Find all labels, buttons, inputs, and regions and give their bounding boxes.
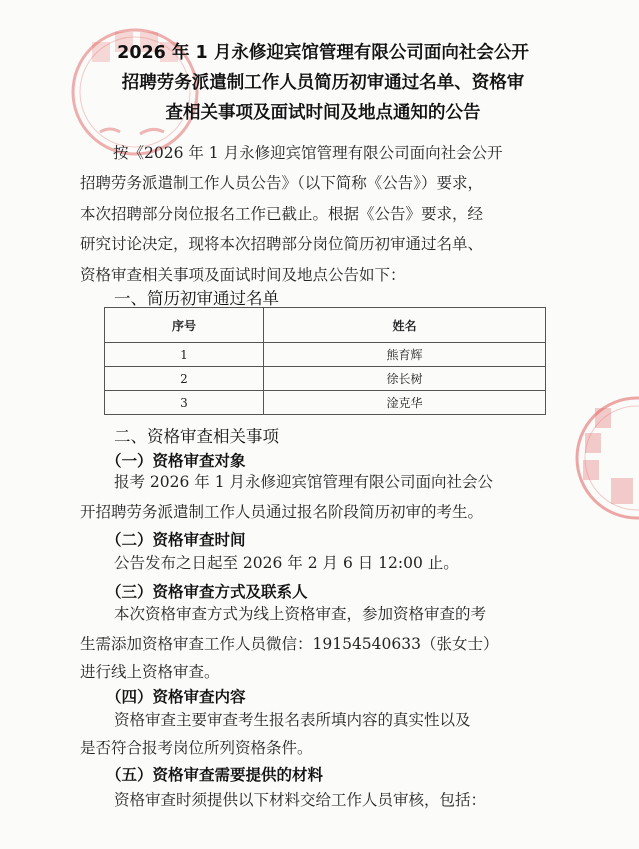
intro-line: 本次招聘部分岗位报名工作已截止。根据《公告》要求，经 xyxy=(80,205,484,223)
table-row xyxy=(105,391,546,415)
table-row xyxy=(105,343,546,367)
paragraph-line: 是否符合报考岗位所列资格条件。 xyxy=(80,739,313,757)
table-header-row xyxy=(105,308,546,343)
column-header: 序号 xyxy=(105,308,264,343)
section-heading: 一、简历初审通过名单 xyxy=(114,289,279,308)
intro-line: 研究讨论决定，现将本次招聘部分岗位简历初审通过名单、 xyxy=(80,235,484,253)
subsection-heading: （三）资格审查方式及联系人 xyxy=(106,582,308,601)
paragraph-line: 资格审查时须提供以下材料交给工作人员审核，包括： xyxy=(114,791,487,809)
subsection-heading: （一）资格审查对象 xyxy=(106,451,246,470)
subsection-heading: （五）资格审查需要提供的材料 xyxy=(106,765,324,784)
paragraph-line: 公告发布之日起至 2026 年 2 月 6 日 12:00 止。 xyxy=(114,554,459,572)
title-line: 查相关事项及面试时间及地点通知的公告 xyxy=(165,103,481,123)
table-cell: 3 xyxy=(105,391,264,415)
paragraph-line: 进行线上资格审查。 xyxy=(80,663,220,681)
paragraph-line: 开招聘劳务派遣制工作人员通过报名阶段简历初审的考生。 xyxy=(80,503,484,521)
official-seal-right xyxy=(555,388,639,528)
intro-line: 按《2026 年 1 月永修迎宾馆管理有限公司面向社会公开 xyxy=(113,144,503,162)
table-cell: 1 xyxy=(105,343,264,367)
subsection-heading: （四）资格审查内容 xyxy=(106,687,246,706)
paragraph-line: 本次资格审查方式为线上资格审查，参加资格审查的考 xyxy=(114,605,487,623)
table-cell: 淦克华 xyxy=(264,391,546,415)
section-heading: 二、资格审查相关事项 xyxy=(114,427,279,446)
intro-line: 招聘劳务派遣制工作人员公告》（以下简称《公告》）要求， xyxy=(80,174,484,192)
document-title xyxy=(58,38,588,128)
column-header: 姓名 xyxy=(264,308,546,343)
intro-line: 资格审查相关事项及面试时间及地点公告如下： xyxy=(80,266,406,284)
title-line: 招聘劳务派遣制工作人员简历初审通过名单、资格审 xyxy=(121,73,525,93)
title-line: 2026 年 1 月永修迎宾馆管理有限公司面向社会公开 xyxy=(117,43,529,63)
table-row xyxy=(105,367,546,391)
paragraph-line: 报考 2026 年 1 月永修迎宾馆管理有限公司面向社会公 xyxy=(114,473,494,491)
name-list-table xyxy=(104,307,546,415)
paragraph-line: 资格审查主要审查考生报名表所填内容的真实性以及 xyxy=(114,711,471,729)
table-cell: 徐长树 xyxy=(264,367,546,391)
table-cell: 2 xyxy=(105,367,264,391)
table-cell: 熊育辉 xyxy=(264,343,546,367)
subsection-heading: （二）资格审查时间 xyxy=(106,530,246,549)
paragraph-line: 生需添加资格审查工作人员微信：19154540633（张女士） xyxy=(80,635,499,653)
